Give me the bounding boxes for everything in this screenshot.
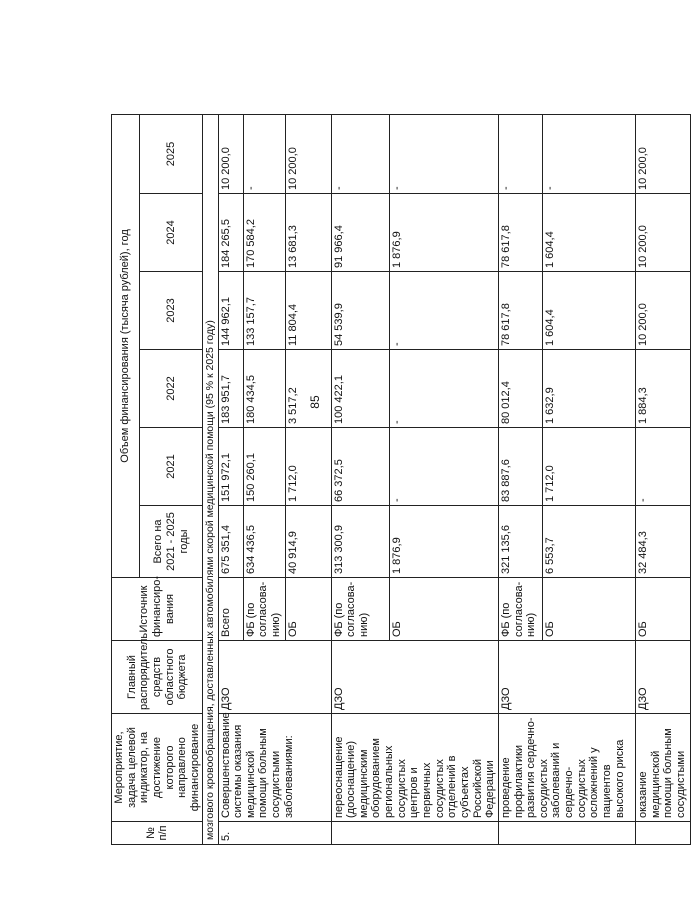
item-num: [498, 822, 635, 845]
year-cell: 78 617,8: [498, 272, 542, 350]
section-header: мозгового кровообращения, доставленных автомобилями скорой медицинской помощи (95 % к 2025 году): [203, 114, 218, 844]
item-manager: ДЗО: [218, 641, 331, 714]
total-cell: 321 135,6: [498, 506, 542, 578]
year-cell: 150 260,1: [243, 428, 285, 506]
year-cell: 151 972,1: [218, 428, 243, 506]
total-cell: 675 351,4: [218, 506, 243, 578]
item-name: переоснащение (дооснащение) медицинским оборудованием региональных сосудистых центров и первичных сосудистых отделений в субъектах Российской Федерации: [331, 714, 498, 822]
header-activity: Мероприятие, задача целевой индикатор, на достижение которого направлено финансирование: [112, 714, 203, 822]
year-cell: -: [389, 114, 498, 193]
item-manager: ДЗО: [331, 641, 498, 714]
year-cell: 1 884,3: [635, 350, 690, 428]
total-cell: 40 914,9: [285, 506, 331, 578]
year-cell: 10 200,0: [635, 114, 690, 193]
year-cell: 170 584,2: [243, 194, 285, 272]
item-name: оказание медицинской помощи больным сосудистыми: [635, 714, 690, 822]
item-name: проведение профилактики развития сердечно-сосудистых заболеваний и сердечно-сосудистых осложнений у пациентов высокого риска: [498, 714, 635, 822]
year-cell: -: [331, 114, 389, 193]
header-manager: Главный распорядитель средств областного бюджета: [112, 641, 203, 714]
year-cell: -: [498, 114, 542, 193]
source-cell: Всего: [218, 578, 243, 641]
year-cell: 66 372,5: [331, 428, 389, 506]
header-year: 2022: [140, 350, 203, 428]
year-cell: 133 157,7: [243, 272, 285, 350]
header-total: Всего на 2021 - 2025 годы: [140, 506, 203, 578]
header-num: № п/п: [112, 822, 203, 845]
source-cell: ОБ: [285, 578, 331, 641]
financing-table: [111, 114, 691, 845]
total-cell: 32 484,3: [635, 506, 690, 578]
source-cell: ОБ: [635, 578, 690, 641]
item-num: [635, 822, 690, 845]
item-manager: ДЗО: [498, 641, 635, 714]
year-cell: -: [635, 428, 690, 506]
year-cell: 10 200,0: [635, 272, 690, 350]
year-cell: 100 422,1: [331, 350, 389, 428]
year-cell: 1 876,9: [389, 194, 498, 272]
header-year: 2025: [140, 114, 203, 193]
year-cell: 1 712,0: [542, 428, 635, 506]
year-cell: 54 539,9: [331, 272, 389, 350]
year-cell: 1 632,9: [542, 350, 635, 428]
year-cell: 13 681,3: [285, 194, 331, 272]
year-cell: 3 517,2: [285, 350, 331, 428]
source-cell: ФБ (по согласова-нию): [498, 578, 542, 641]
item-num: [331, 822, 498, 845]
total-cell: 634 436,5: [243, 506, 285, 578]
header-source: Источник финансиро-вания: [112, 578, 203, 641]
year-cell: 80 012,4: [498, 350, 542, 428]
year-cell: 183 951,7: [218, 350, 243, 428]
header-year: 2024: [140, 194, 203, 272]
year-cell: 10 200,0: [635, 194, 690, 272]
item-manager: ДЗО: [635, 641, 690, 714]
year-cell: -: [243, 114, 285, 193]
item-name: Совершенствование системы оказания медицинской помощи больным сосудистыми заболеваниями:: [218, 714, 331, 822]
source-cell: ОБ: [542, 578, 635, 641]
year-cell: -: [389, 350, 498, 428]
year-cell: 1 604,4: [542, 272, 635, 350]
total-cell: 6 553,7: [542, 506, 635, 578]
source-cell: ФБ (по согласова-нию): [243, 578, 285, 641]
year-cell: -: [389, 272, 498, 350]
year-cell: -: [389, 428, 498, 506]
year-cell: 78 617,8: [498, 194, 542, 272]
year-cell: 10 200,0: [218, 114, 243, 193]
item-num: 5.: [218, 822, 331, 845]
total-cell: 1 876,9: [389, 506, 498, 578]
year-cell: 180 434,5: [243, 350, 285, 428]
year-cell: 144 962,1: [218, 272, 243, 350]
header-year: 2023: [140, 272, 203, 350]
year-cell: 10 200,0: [285, 114, 331, 193]
header-year: 2021: [140, 428, 203, 506]
year-cell: 1 604,4: [542, 194, 635, 272]
year-cell: 11 804,4: [285, 272, 331, 350]
rotated-table-container: [111, 115, 687, 845]
source-cell: ФБ (по согласова-нию): [331, 578, 389, 641]
year-cell: -: [542, 114, 635, 193]
year-cell: 184 265,5: [218, 194, 243, 272]
header-volume: Объем финансирования (тысяча рублей), год: [112, 114, 140, 577]
year-cell: 83 887,6: [498, 428, 542, 506]
year-cell: 1 712,0: [285, 428, 331, 506]
year-cell: 91 966,4: [331, 194, 389, 272]
total-cell: 313 300,9: [331, 506, 389, 578]
page-number: 85: [308, 395, 322, 409]
source-cell: ОБ: [389, 578, 498, 641]
